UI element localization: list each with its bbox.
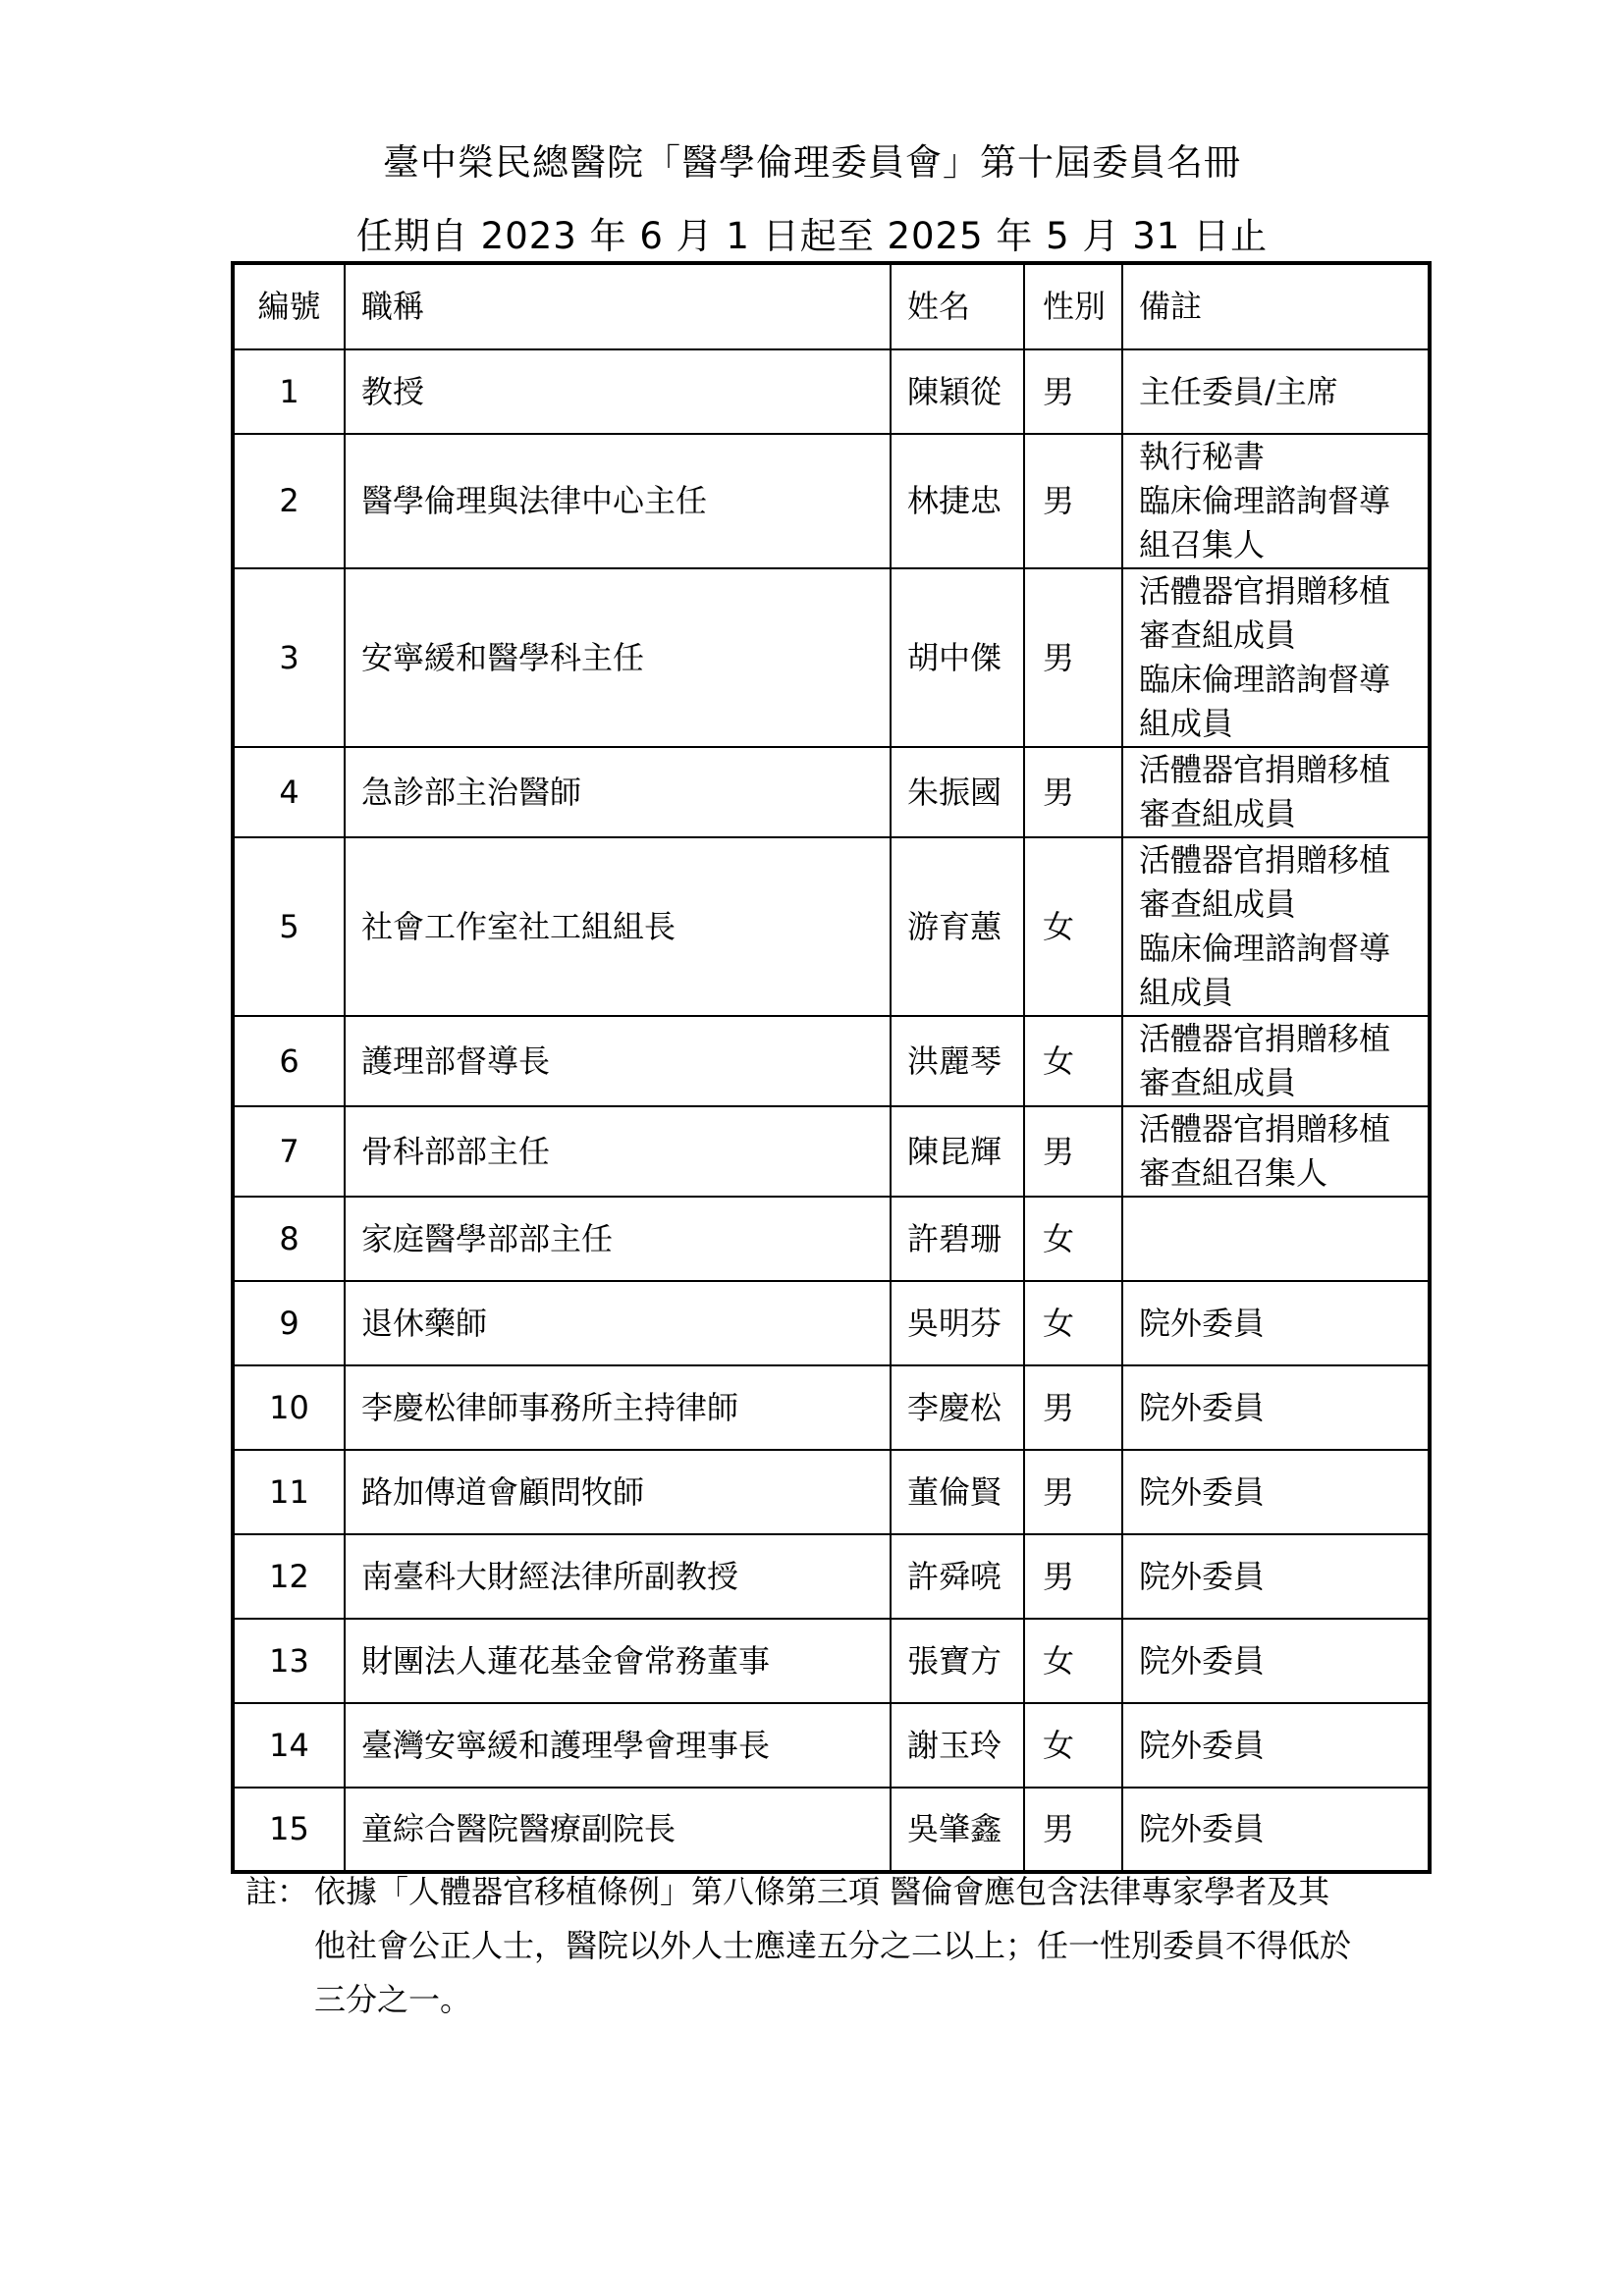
table-header-row bbox=[233, 263, 1430, 349]
table-row bbox=[233, 1106, 1430, 1197]
cell-title: 教授 bbox=[345, 349, 891, 434]
remark-line: 活體器官捐贈移植 bbox=[1139, 572, 1391, 610]
remark-line: 審查組召集人 bbox=[1139, 1154, 1328, 1192]
cell-number: 10 bbox=[233, 1365, 345, 1450]
remark-line: 執行秘書 bbox=[1139, 438, 1266, 475]
cell-remark bbox=[1122, 1619, 1430, 1703]
cell-sex: 男 bbox=[1024, 1534, 1122, 1619]
cell-sex: 男 bbox=[1024, 1365, 1122, 1450]
cell-remark bbox=[1122, 568, 1430, 747]
table-row bbox=[233, 568, 1430, 747]
footnote-line: 三分之一。 bbox=[314, 1981, 472, 2018]
cell-name: 李慶松 bbox=[891, 1365, 1024, 1450]
cell-sex: 女 bbox=[1024, 1619, 1122, 1703]
cell-sex: 男 bbox=[1024, 434, 1122, 568]
cell-title: 家庭醫學部部主任 bbox=[345, 1197, 891, 1281]
cell-sex: 男 bbox=[1024, 349, 1122, 434]
footnote-line: 他社會公正人士，醫院以外人士應達五分之二以上；任一性別委員不得低於 bbox=[314, 1927, 1352, 1964]
cell-name: 張寶方 bbox=[891, 1619, 1024, 1703]
remark-line: 院外委員 bbox=[1139, 1472, 1266, 1511]
cell-sex: 男 bbox=[1024, 1788, 1122, 1872]
table-row bbox=[233, 1365, 1430, 1450]
remark-line: 臨床倫理諮詢督導 bbox=[1139, 661, 1391, 698]
cell-name: 游育蕙 bbox=[891, 837, 1024, 1016]
cell-remark bbox=[1122, 1281, 1430, 1365]
cell-title: 社會工作室社工組組長 bbox=[345, 837, 891, 1016]
table-row bbox=[233, 1788, 1430, 1872]
cell-title: 護理部督導長 bbox=[345, 1016, 891, 1106]
header-number: 編號 bbox=[233, 263, 345, 349]
footnote-label: 註： bbox=[245, 1873, 309, 1910]
cell-name: 朱振國 bbox=[891, 747, 1024, 837]
footnote bbox=[245, 1865, 1404, 2027]
cell-title: 李慶松律師事務所主持律師 bbox=[345, 1365, 891, 1450]
cell-title: 醫學倫理與法律中心主任 bbox=[345, 434, 891, 568]
header-title: 職稱 bbox=[345, 263, 891, 349]
cell-title: 退休藥師 bbox=[345, 1281, 891, 1365]
header-remark: 備註 bbox=[1122, 263, 1430, 349]
remark-line: 活體器官捐贈移植 bbox=[1139, 1020, 1391, 1057]
remark-line: 組召集人 bbox=[1139, 526, 1266, 563]
remark-line: 院外委員 bbox=[1139, 1641, 1266, 1680]
cell-remark bbox=[1122, 1534, 1430, 1619]
remark-line: 院外委員 bbox=[1139, 1557, 1266, 1595]
cell-number: 11 bbox=[233, 1450, 345, 1534]
remark-line: 臨床倫理諮詢督導 bbox=[1139, 930, 1391, 967]
cell-number: 8 bbox=[233, 1197, 345, 1281]
table-row bbox=[233, 1281, 1430, 1365]
cell-sex: 男 bbox=[1024, 1450, 1122, 1534]
cell-number: 3 bbox=[233, 568, 345, 747]
cell-remark bbox=[1122, 349, 1430, 434]
cell-sex: 女 bbox=[1024, 1197, 1122, 1281]
table-row bbox=[233, 747, 1430, 837]
table-row bbox=[233, 1016, 1430, 1106]
committee-roster-table bbox=[231, 261, 1432, 1874]
remark-line: 院外委員 bbox=[1139, 1304, 1266, 1342]
cell-title: 骨科部部主任 bbox=[345, 1106, 891, 1197]
cell-number: 15 bbox=[233, 1788, 345, 1872]
table-body bbox=[233, 349, 1430, 1872]
cell-number: 5 bbox=[233, 837, 345, 1016]
cell-name: 謝玉玲 bbox=[891, 1703, 1024, 1788]
cell-remark bbox=[1122, 1106, 1430, 1197]
cell-title: 路加傳道會顧問牧師 bbox=[345, 1450, 891, 1534]
remark-line: 活體器官捐贈移植 bbox=[1139, 751, 1391, 788]
cell-sex: 男 bbox=[1024, 747, 1122, 837]
cell-name: 許舜喨 bbox=[891, 1534, 1024, 1619]
document-title: 臺中榮民總醫院「醫學倫理委員會」第十屆委員名冊 bbox=[383, 141, 1241, 184]
cell-remark bbox=[1122, 1016, 1430, 1106]
cell-name: 吳明芬 bbox=[891, 1281, 1024, 1365]
table-row bbox=[233, 349, 1430, 434]
cell-number: 6 bbox=[233, 1016, 345, 1106]
remark-line: 臨床倫理諮詢督導 bbox=[1139, 482, 1391, 519]
footnote-text bbox=[314, 1865, 1404, 2027]
table-row bbox=[233, 1619, 1430, 1703]
remark-line: 活體器官捐贈移植 bbox=[1139, 1110, 1391, 1148]
cell-sex: 女 bbox=[1024, 1016, 1122, 1106]
remark-line: 審查組成員 bbox=[1139, 1064, 1297, 1101]
cell-title: 急診部主治醫師 bbox=[345, 747, 891, 837]
cell-title: 南臺科大財經法律所副教授 bbox=[345, 1534, 891, 1619]
cell-sex: 女 bbox=[1024, 1281, 1122, 1365]
table-row bbox=[233, 1534, 1430, 1619]
cell-number: 12 bbox=[233, 1534, 345, 1619]
cell-remark bbox=[1122, 1788, 1430, 1872]
cell-remark bbox=[1122, 1197, 1430, 1281]
cell-name: 胡中傑 bbox=[891, 568, 1024, 747]
cell-number: 4 bbox=[233, 747, 345, 837]
cell-sex: 女 bbox=[1024, 837, 1122, 1016]
cell-title: 安寧緩和醫學科主任 bbox=[345, 568, 891, 747]
cell-name: 董倫賢 bbox=[891, 1450, 1024, 1534]
cell-name: 陳穎從 bbox=[891, 349, 1024, 434]
cell-sex: 男 bbox=[1024, 1106, 1122, 1197]
cell-name: 許碧珊 bbox=[891, 1197, 1024, 1281]
cell-sex: 女 bbox=[1024, 1703, 1122, 1788]
cell-name: 洪麗琴 bbox=[891, 1016, 1024, 1106]
cell-title: 財團法人蓮花基金會常務董事 bbox=[345, 1619, 891, 1703]
cell-name: 陳昆輝 bbox=[891, 1106, 1024, 1197]
cell-number: 13 bbox=[233, 1619, 345, 1703]
remark-line: 院外委員 bbox=[1139, 1810, 1266, 1847]
remark-line: 院外委員 bbox=[1139, 1726, 1266, 1764]
remark-line: 審查組成員 bbox=[1139, 795, 1297, 832]
table-row bbox=[233, 837, 1430, 1016]
cell-remark bbox=[1122, 1450, 1430, 1534]
remark-line: 院外委員 bbox=[1139, 1388, 1266, 1426]
remark-line: 組成員 bbox=[1139, 974, 1234, 1011]
remark-line: 主任委員/主席 bbox=[1139, 372, 1338, 410]
cell-number: 7 bbox=[233, 1106, 345, 1197]
table-row bbox=[233, 1197, 1430, 1281]
cell-name: 吳肇鑫 bbox=[891, 1788, 1024, 1872]
cell-number: 2 bbox=[233, 434, 345, 568]
term-subtitle: 任期自 2023 年 6 月 1 日起至 2025 年 5 月 31 日止 bbox=[355, 215, 1269, 257]
cell-name: 林捷忠 bbox=[891, 434, 1024, 568]
table-row bbox=[233, 1703, 1430, 1788]
remark-line: 審查組成員 bbox=[1139, 885, 1297, 923]
cell-remark bbox=[1122, 1703, 1430, 1788]
table-row bbox=[233, 1450, 1430, 1534]
footnote-line: 依據「人體器官移植條例」第八條第三項 醫倫會應包含法律專家學者及其 bbox=[314, 1873, 1330, 1910]
cell-title: 童綜合醫院醫療副院長 bbox=[345, 1788, 891, 1872]
cell-remark bbox=[1122, 747, 1430, 837]
cell-title: 臺灣安寧緩和護理學會理事長 bbox=[345, 1703, 891, 1788]
cell-remark bbox=[1122, 837, 1430, 1016]
table-row bbox=[233, 434, 1430, 568]
cell-sex: 男 bbox=[1024, 568, 1122, 747]
cell-number: 14 bbox=[233, 1703, 345, 1788]
header-sex: 性別 bbox=[1024, 263, 1122, 349]
cell-number: 9 bbox=[233, 1281, 345, 1365]
remark-line: 審查組成員 bbox=[1139, 616, 1297, 654]
remark-line: 活體器官捐贈移植 bbox=[1139, 841, 1391, 879]
remark-line: 組成員 bbox=[1139, 705, 1234, 742]
cell-remark bbox=[1122, 434, 1430, 568]
cell-number: 1 bbox=[233, 349, 345, 434]
cell-remark bbox=[1122, 1365, 1430, 1450]
header-name: 姓名 bbox=[891, 263, 1024, 349]
